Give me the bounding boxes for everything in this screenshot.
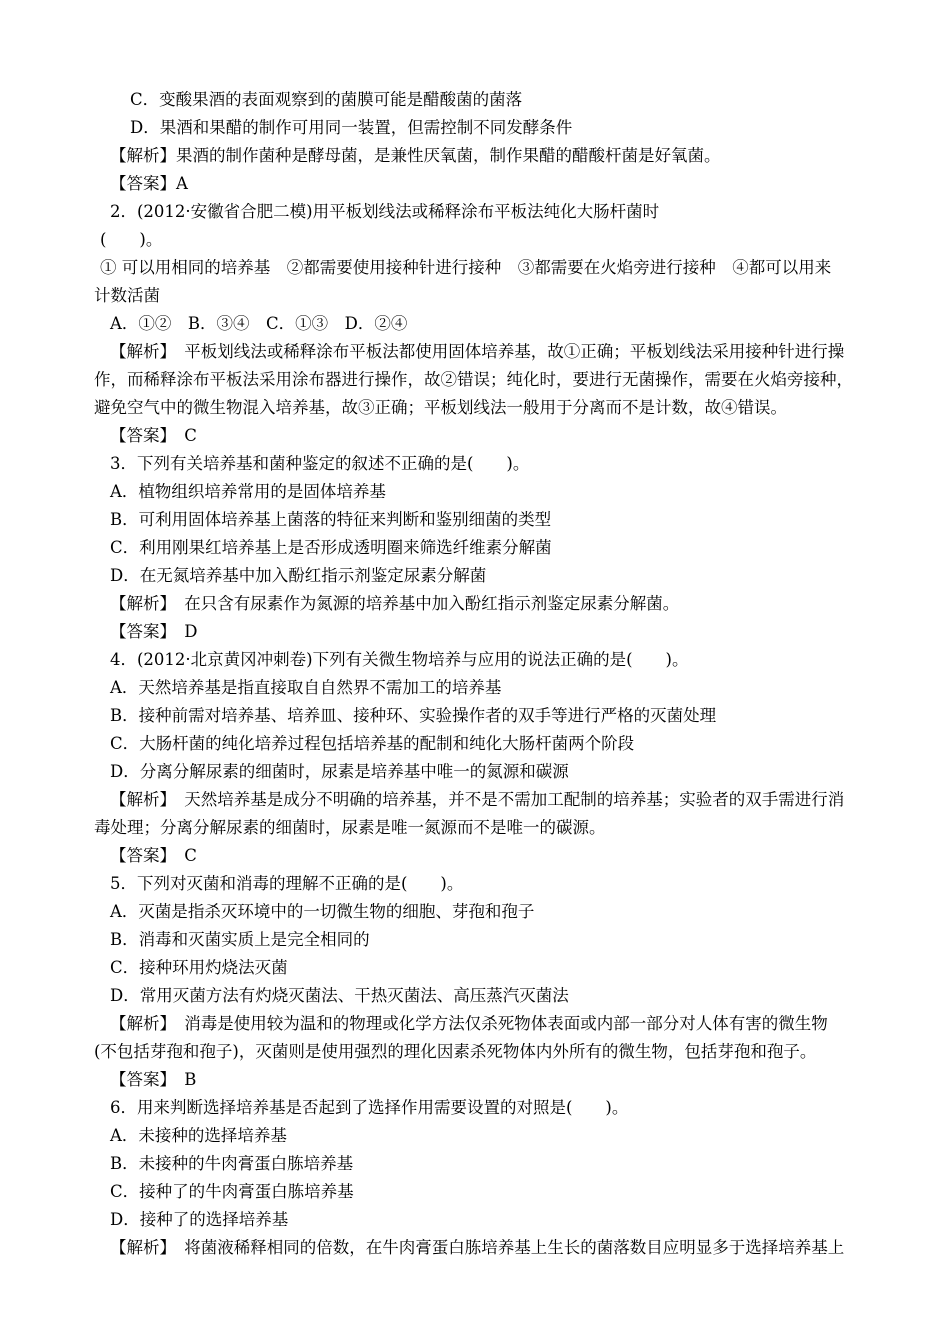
option-b-line: B．消毒和灭菌实质上是完全相同的	[110, 930, 370, 949]
analysis-line: 【解析】 将菌液稀释相同的倍数，在牛肉膏蛋白胨培养基上生长的菌落数目应明显多于选择培养基上	[110, 1238, 845, 1257]
option-d-line: D．果酒和果醋的制作可用同一装置，但需控制不同发酵条件	[130, 118, 573, 137]
analysis-line: 【解析】 消毒是使用较为温和的物理或化学方法仅杀死物体表面或内部一部分对人体有害的微生物	[110, 1014, 828, 1033]
question-2-statements: ① 可以用相同的培养基 ②都需要使用接种针进行接种 ③都需要在火焰旁进行接种 ④都可以用来	[100, 258, 832, 277]
option-c-line: C．变酸果酒的表面观察到的菌膜可能是醋酸菌的菌落	[130, 90, 523, 109]
analysis-line: 【解析】 在只含有尿素作为氮源的培养基中加入酚红指示剂鉴定尿素分解菌。	[110, 594, 680, 613]
answer-line: 【答案】A	[110, 174, 188, 193]
option-c-line: C．利用刚果红培养基上是否形成透明圈来筛选纤维素分解菌	[110, 538, 552, 557]
analysis-line: 作，而稀释涂布平板法采用涂布器进行操作，故②错误；纯化时，要进行无菌操作，需要在火焰旁接种，	[94, 370, 853, 389]
option-a-line: A．天然培养基是指直接取自自然界不需加工的培养基	[110, 678, 502, 697]
option-d-line: D．常用灭菌方法有灼烧灭菌法、干热灭菌法、高压蒸汽灭菌法	[110, 986, 569, 1005]
answer-line: 【答案】 C	[110, 426, 197, 445]
option-b-line: B．接种前需对培养基、培养皿、接种环、实验操作者的双手等进行严格的灭菌处理	[110, 706, 717, 725]
question-3-stem: 3．下列有关培养基和菌种鉴定的叙述不正确的是( )。	[110, 454, 530, 473]
option-a-line: A．未接种的选择培养基	[110, 1126, 287, 1145]
analysis-line: (不包括芽孢和孢子)，灭菌则是使用强烈的理化因素杀死物体内外所有的微生物，包括芽孢和孢子。	[94, 1042, 817, 1061]
option-d-line: D．分离分解尿素的细菌时，尿素是培养基中唯一的氮源和碳源	[110, 762, 569, 781]
answer-line: 【答案】 C	[110, 846, 197, 865]
question-2-blank: ( )。	[100, 230, 163, 249]
question-2-stem: 2．(2012·安徽省合肥二模)用平板划线法或稀释涂布平板法纯化大肠杆菌时	[110, 202, 660, 221]
analysis-line: 【解析】果酒的制作菌种是酵母菌，是兼性厌氧菌，制作果醋的醋酸杆菌是好氧菌。	[110, 146, 721, 165]
option-c-line: C．大肠杆菌的纯化培养过程包括培养基的配制和纯化大肠杆菌两个阶段	[110, 734, 635, 753]
question-4-stem: 4．(2012·北京黄冈冲刺卷)下列有关微生物培养与应用的说法正确的是( )。	[110, 650, 689, 669]
option-d-line: D．在无氮培养基中加入酚红指示剂鉴定尿素分解菌	[110, 566, 487, 585]
analysis-line: 避免空气中的微生物混入培养基，故③正确；平板划线法一般用于分离而不是计数，故④错误。	[94, 398, 787, 417]
question-6-stem: 6．用来判断选择培养基是否起到了选择作用需要设置的对照是( )。	[110, 1098, 629, 1117]
answer-line: 【答案】 D	[110, 622, 198, 641]
option-a-line: A．灭菌是指杀灭环境中的一切微生物的细胞、芽孢和孢子	[110, 902, 535, 921]
option-b-line: B．可利用固体培养基上菌落的特征来判断和鉴别细菌的类型	[110, 510, 552, 529]
option-b-line: B．未接种的牛肉膏蛋白胨培养基	[110, 1154, 354, 1173]
analysis-line: 【解析】 平板划线法或稀释涂布平板法都使用固体培养基，故①正确；平板划线法采用接种针进行操	[110, 342, 845, 361]
analysis-line: 【解析】 天然培养基是成分不明确的培养基，并不是不需加工配制的培养基；实验者的双手需进行消	[110, 790, 845, 809]
analysis-line: 毒处理；分离分解尿素的细菌时，尿素是唯一氮源而不是唯一的碳源。	[94, 818, 606, 837]
option-c-line: C．接种环用灼烧法灭菌	[110, 958, 288, 977]
option-a-line: A．植物组织培养常用的是固体培养基	[110, 482, 386, 501]
option-c-line: C．接种了的牛肉膏蛋白胨培养基	[110, 1182, 354, 1201]
question-5-stem: 5．下列对灭菌和消毒的理解不正确的是( )。	[110, 874, 464, 893]
option-d-line: D．接种了的选择培养基	[110, 1210, 289, 1229]
question-2-statements-cont: 计数活菌	[94, 286, 160, 305]
question-2-options: A．①② B．③④ C．①③ D．②④	[110, 314, 408, 333]
answer-line: 【答案】 B	[110, 1070, 197, 1089]
